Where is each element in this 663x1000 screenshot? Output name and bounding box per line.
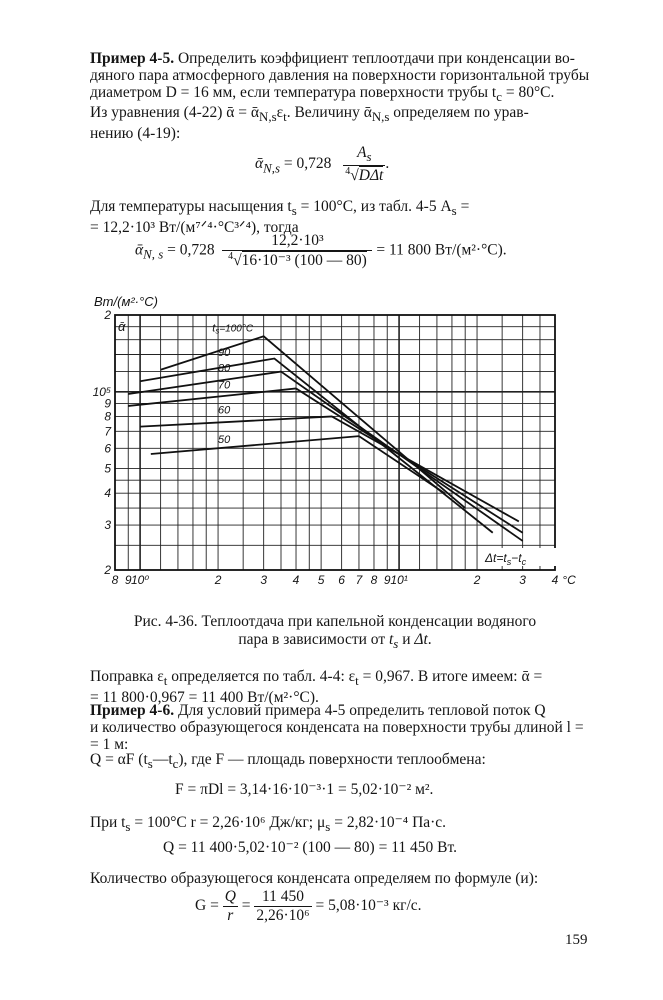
curve-label-60: 60 bbox=[218, 404, 231, 417]
curve-label-70: 70 bbox=[218, 379, 231, 392]
y-tick-label: 7 bbox=[104, 424, 111, 439]
x-tick-label: 10⁰ bbox=[131, 573, 150, 587]
paragraph-correction: Поправка $\varepsilon_t$ определяется по табл. 4-4: $\varepsilon_t = 0,967$. В итоге имеем: ᾱ = = 11 800·0,967 = 11 400 Вт/(м²·°С). bbox=[90, 668, 543, 707]
curve-label-90: 90 bbox=[218, 347, 231, 360]
paragraph-equation-ref: Из уравнения (4-22) ᾱ = $ᾱ_{N,s}\varepsilon_t$. Величину ᾱ$_{N,s}$ определяем по урав- нению (4-19): bbox=[90, 104, 529, 143]
x-tick-label: 8 bbox=[370, 573, 378, 587]
x-tick-label: 6 bbox=[338, 573, 345, 587]
figure-caption: Рис. 4-36. Теплоотдача при капельной конденсации водяного пара в зависимости от $t_s$ и Δt. bbox=[133, 613, 537, 652]
curve-label-50: 50 bbox=[218, 433, 231, 446]
chart-curves bbox=[128, 336, 522, 541]
page-number: 159 bbox=[565, 932, 588, 948]
plot-frame bbox=[115, 315, 555, 570]
example-4-5-text: Пример 4-5. Определить коэффициент теплоотдачи при конденсации во- дяного пара атмосферного давления на поверхности горизонтальной трубы диаметром D = 16 мм, если температура поверхности трубы $t_c = 80^\circ C$. bbox=[90, 50, 590, 105]
y-tick-label: 4 bbox=[104, 486, 111, 501]
y-tick-label: 2 bbox=[104, 308, 111, 322]
figure-4-36-chart bbox=[80, 290, 576, 600]
formula-heat-flow: Q = 11 400·5,02·10⁻² (100 — 80) = 11 450 Вт. bbox=[163, 839, 457, 856]
x-tick-label: 7 bbox=[355, 573, 363, 587]
y-tick-label: 2 bbox=[104, 563, 111, 577]
y-tick-label: 8 bbox=[104, 409, 111, 424]
paragraph-saturation: Для температуры насыщения $t_s = 100^\circ C$, из табл. 4-5 $A_s$ = = 12,2·10³ Вт/(м⁷ᐟ⁴·°C³ᐟ⁴), тогда bbox=[90, 198, 470, 237]
x-tick-label: 9 bbox=[383, 573, 391, 587]
x-tick-label: 9 bbox=[124, 573, 132, 587]
formula-area: F = πDl = 3,14·16·10⁻³·1 = 5,02·10⁻² м². bbox=[175, 781, 434, 798]
x-tick-label: 10¹ bbox=[390, 573, 408, 587]
formula-alpha-value: ᾱ$_{N, s}$ = 0,728 $\frac{\text{12,2·10³}}{^4√16\cdot 10^{-3} (100 — 80)}$ = 11 800 Вт/(м²·°С). bbox=[135, 232, 507, 270]
paragraph-heat-flow: Q = αF $(t_s—t_c)$, где F — площадь поверхности теплообмена: bbox=[90, 751, 486, 772]
example-head: Пример 4-5. bbox=[90, 50, 175, 67]
chart-grid bbox=[115, 315, 555, 570]
curve-70 bbox=[128, 388, 522, 532]
formula-condensate: G = $\frac{Q}{r}$ = $\frac{11 450}{\text{2,26·10⁶}}$ = 5,08·10⁻³ кг/с. bbox=[195, 888, 422, 924]
x-tick-label: 3 bbox=[260, 573, 268, 587]
y-axis-unit-label: Вт/(м²·°С) bbox=[94, 294, 158, 309]
x-tick-label: 3 bbox=[519, 573, 526, 587]
y-tick-label: 5 bbox=[104, 461, 111, 476]
x-unit-label: °C bbox=[562, 573, 576, 587]
x-tick-label: 8 bbox=[111, 573, 119, 587]
curve-label-80: 80 bbox=[218, 362, 231, 375]
y-tick-label: 6 bbox=[104, 441, 111, 456]
y-axis-symbol: ᾱ bbox=[118, 319, 126, 334]
x-tick-label: 2 bbox=[214, 573, 222, 587]
paragraph-condensate: Количество образующегося конденсата определяем по формуле (и): bbox=[90, 870, 539, 887]
formula-alpha-ns: ᾱ$_{N,s}$ = 0,728 $\frac{A_s}{^4√D\Delta t}$ . bbox=[255, 144, 390, 185]
x-annotation: $\Delta t=t_s-t_c$ bbox=[485, 551, 527, 567]
curve-80 bbox=[128, 372, 522, 541]
x-tick-label: 5 bbox=[317, 573, 325, 587]
y-tick-label: 10⁵ bbox=[92, 384, 111, 399]
paragraph-properties: При $t_s = 100^\circ C$ r = 2,26·10⁶ Дж/кг; $\mu_s = 2,82\cdot 10^{-4}$ Па·с. bbox=[90, 814, 447, 835]
y-tick-label: 3 bbox=[104, 518, 111, 533]
x-tick-label: 2 bbox=[473, 573, 481, 587]
x-tick-label: 4 bbox=[551, 573, 559, 587]
curve-label-100: ts=100°C bbox=[212, 322, 254, 336]
x-tick-label: 4 bbox=[292, 573, 300, 587]
y-tick-label: 9 bbox=[104, 396, 111, 411]
curve-50 bbox=[151, 433, 445, 493]
example-4-6-text: Пример 4-6. Для условий примера 4-5 определить тепловой поток Q и количество образующегося конденсата на поверхности трубы длиной l = = 1 м: bbox=[90, 702, 584, 753]
